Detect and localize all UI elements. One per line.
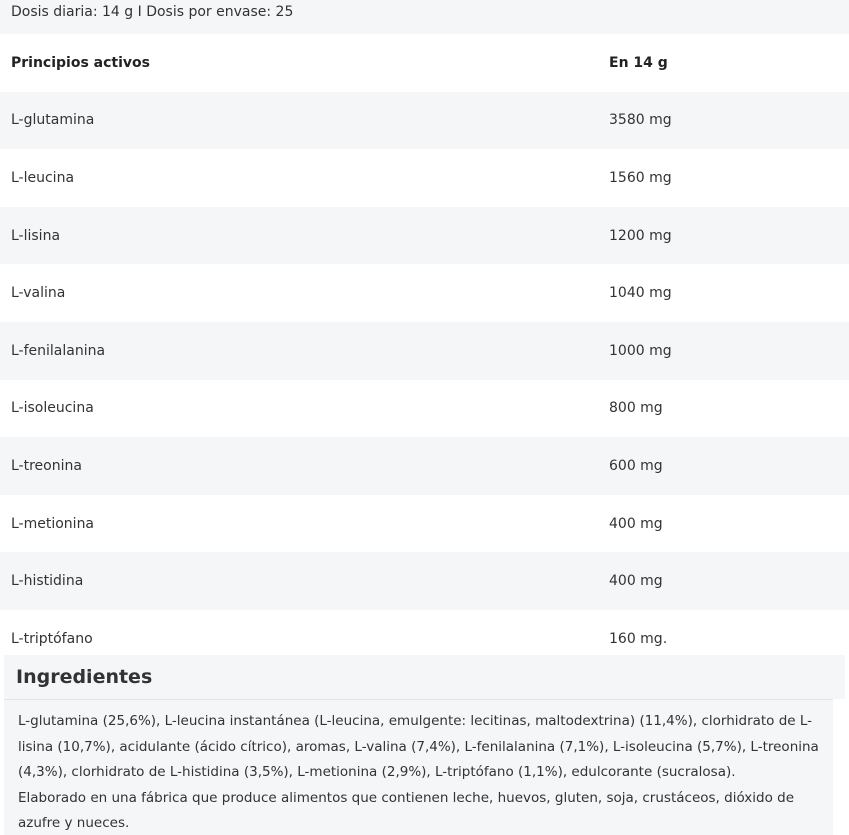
ingredient-name: L-histidina: [11, 573, 84, 590]
table-row: [0, 322, 849, 380]
ingredients-text: L-glutamina (25,6%), L-leucina instantánea (L-leucina, emulgente: lecitinas, maltodextrina) (11,4%), clorhidrato de L-lisina (10,7%), acidulante (ácido cítrico), aromas, L-valina (7,4%), L-fenilalanina (7,1%), L-isoleucina (5,7%), L-treonina (4,3%), clorhidrato de L-histidina (3,5%), L-metionina (2,9%), L-triptófano (1,1%), edulcorante (sucralosa).: [18, 713, 819, 781]
table-header-row: [0, 34, 849, 92]
ingredient-amount: 1000 mg: [609, 342, 672, 359]
table-row: [0, 207, 849, 265]
ingredient-amount: 160 mg.: [609, 630, 668, 647]
ingredients-box: [4, 699, 833, 835]
table-row: [0, 149, 849, 207]
ingredient-name: L-triptófano: [11, 630, 93, 647]
ingredient-amount: 400 mg: [609, 515, 663, 532]
table-row: [0, 495, 849, 553]
ingredient-amount: 400 mg: [609, 573, 663, 590]
dose-info: Dosis diaria: 14 g I Dosis por envase: 25: [0, 0, 849, 34]
table-row: [0, 552, 849, 610]
ingredient-amount: 800 mg: [609, 400, 663, 417]
ingredient-amount: 1560 mg: [609, 169, 672, 186]
ingredient-name: L-lisina: [11, 227, 61, 244]
ingredient-name: L-metionina: [11, 515, 95, 532]
ingredient-name: L-fenilalanina: [11, 342, 106, 359]
column-header-amount: En 14 g: [609, 54, 668, 71]
table-row: [0, 437, 849, 495]
ingredient-name: L-glutamina: [11, 112, 95, 129]
ingredient-amount: 600 mg: [609, 457, 663, 474]
ingredient-name: L-treonina: [11, 457, 82, 474]
active-ingredients-table: [0, 34, 849, 668]
ingredient-amount: 3580 mg: [609, 112, 672, 129]
ingredient-amount: 1200 mg: [609, 227, 672, 244]
column-header-ingredient: Principios activos: [11, 54, 150, 71]
table-row: [0, 264, 849, 322]
table-row: [0, 92, 849, 150]
table-row: [0, 380, 849, 438]
ingredient-name: L-leucina: [11, 169, 75, 186]
ingredients-heading: Ingredientes: [4, 655, 845, 699]
allergen-note: Elaborado en una fábrica que produce alimentos que contienen leche, huevos, gluten, soja, crustáceos, dióxido de azufre y nueces.: [18, 789, 795, 832]
ingredient-amount: 1040 mg: [609, 285, 672, 302]
ingredient-name: L-valina: [11, 285, 66, 302]
ingredient-name: L-isoleucina: [11, 400, 94, 417]
